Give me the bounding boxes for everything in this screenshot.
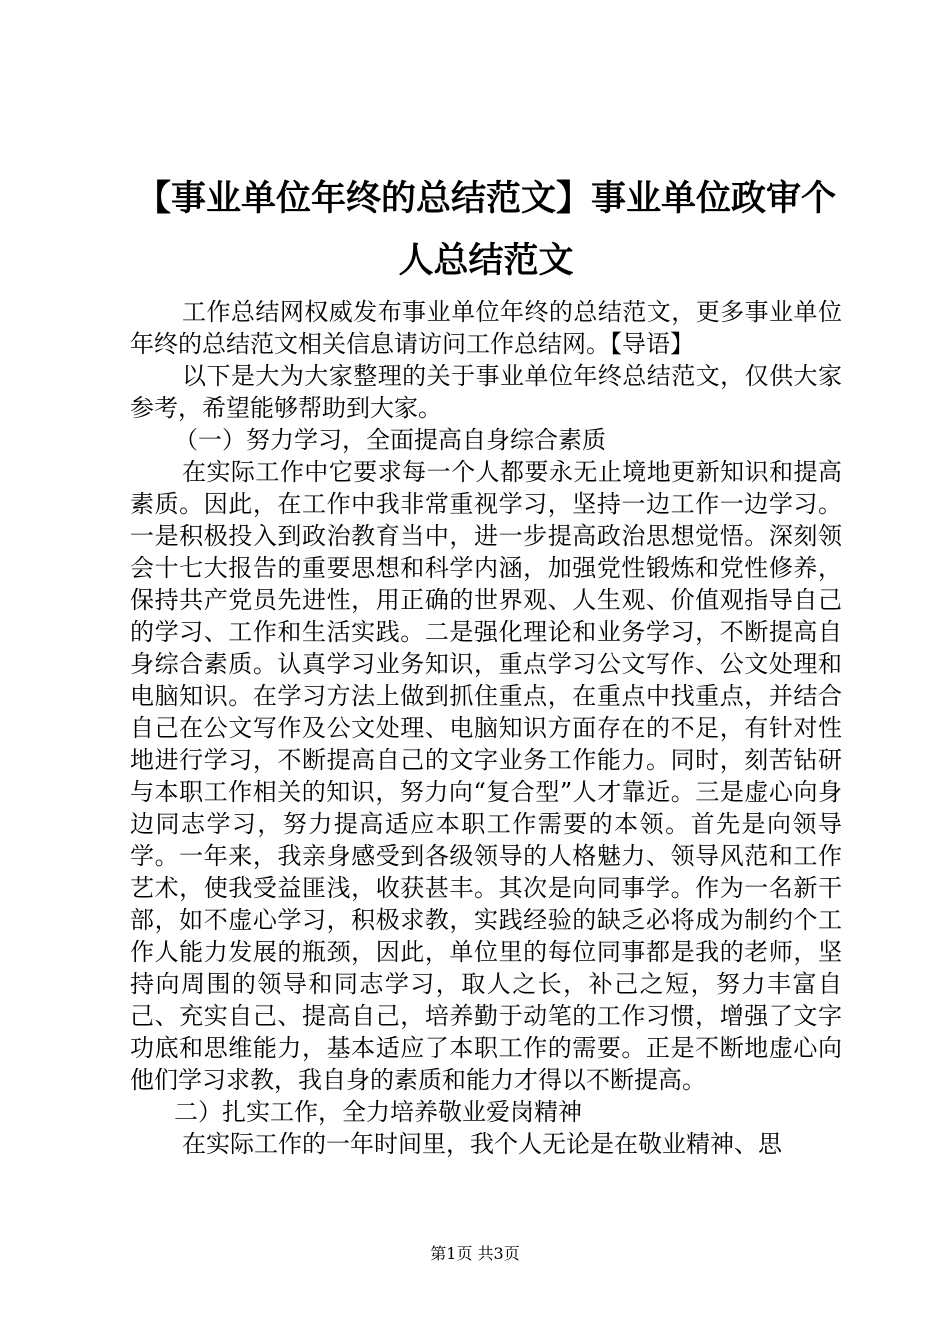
- section-heading-2: 二）扎实工作，全力培养敬业爱岗精神: [174, 1098, 582, 1126]
- paragraph-preface: 以下是大为大家整理的关于事业单位年终总结范文，仅供大家参考，希望能够帮助到大家。: [130, 362, 842, 422]
- document-title: 【事业单位年终的总结范文】事业单位政审个人总结范文: [135, 179, 836, 281]
- page-footer: 第1页 共3页: [430, 1244, 520, 1263]
- paragraph-study: 在实际工作中它要求每一个人都要永无止境地更新知识和提高素质。因此，在工作中我非常重视学习，坚持一边工作一边学习。一是积极投入到政治教育当中，进一步提高政治思想觉悟。深刻领会十七大报告的重要思想和科学内涵，加强党性锻炼和党性修养，保持共产党员先进性，用正确的世界观、人生观、价值观指导自己的学习、工作和生活实践。二是强化理论和业务学习，不断提高自身综合素质。认真学习业务知识，重点学习公文写作、公文处理和电脑知识。在学习方法上做到抓住重点，在重点中找重点，并结合自己在公文写作及公文处理、电脑知识方面存在的不足，有针对性地进行学习，不断提高自己的文字业务工作能力。同时，刻苦钻研与本职工作相关的知识，努力向“复合型”人才靠近。三是虚心向身边同志学习，努力提高适应本职工作需要的本领。首先是向领导学。一年来，我亲身感受到各级领导的人格魅力、领导风范和工作艺术，使我受益匪浅，收获甚丰。其次是向同事学。作为一名新干部，如不虚心学习，积极求教，实践经验的缺乏必将成为制约个工作人能力发展的瓶颈，因此，单位里的每位同事都是我的老师，坚持向周围的领导和同志学习，取人之长，补己之短，努力丰富自己、充实自己、提高自己，培养勤于动笔的工作习惯，增强了文字功底和思维能力，基本适应了本职工作的需要。正是不断地虚心向他们学习求教，我自身的素质和能力才得以不断提高。: [130, 458, 842, 1094]
- section-heading-1: （一）努力学习，全面提高自身综合素质: [174, 426, 606, 454]
- document-page: [130, 0, 842, 1344]
- paragraph-work: 在实际工作的一年时间里，我个人无论是在敬业精神、思: [182, 1130, 782, 1158]
- paragraph-intro: 工作总结网权威发布事业单位年终的总结范文，更多事业单位年终的总结范文相关信息请访问工作总结网。【导语】: [130, 298, 842, 358]
- document-body: [130, 296, 842, 1160]
